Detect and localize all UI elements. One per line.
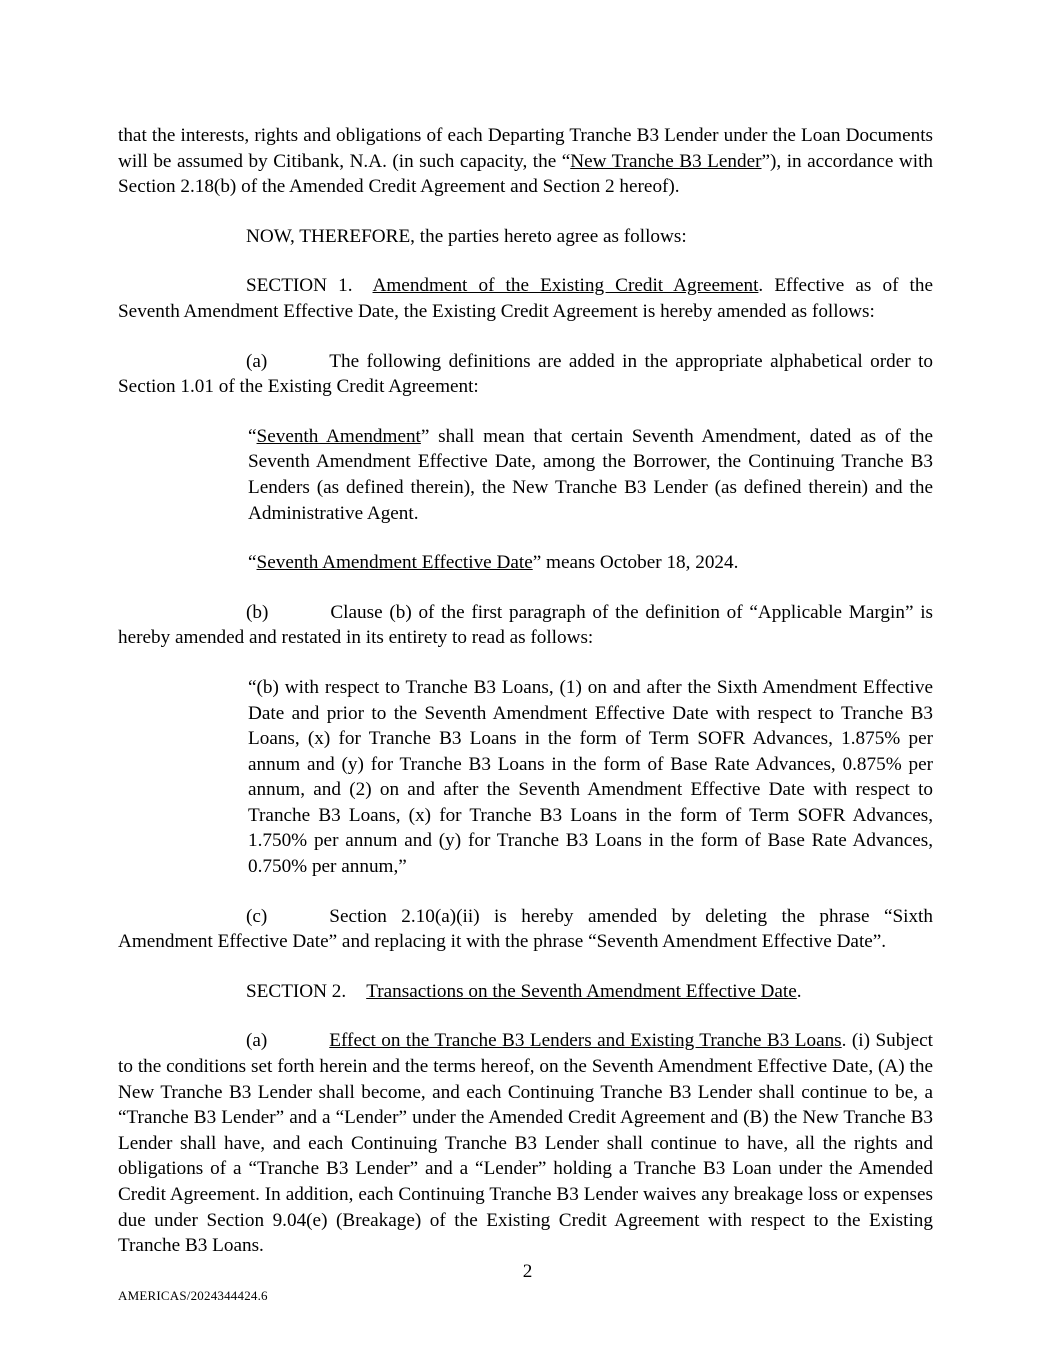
seventh-amendment-effective-date-definition-text: ” means October 18, 2024. (532, 552, 739, 574)
open-quote: “ (248, 425, 257, 447)
applicable-margin-quoted-text: “(b) with respect to Tranche B3 Loans, (1) on and after the Sixth Amendment Effective Date and prior to the Seventh Amendment Effective Date with respect to Tranche B3 Loans, (x) for Tranche B3 Loans in the form of Term SOFR Advances, 1.875% per annum and (y) for Tranche B3 Loans in the form of Base Rate Advances, 0.875% per annum, and (2) on and after the Seventh Amendment Effective Date with respect to Tranche B3 Loans, (x) for Tranche B3 Loans in the form of Term SOFR Advances, 1.750% per annum and (y) for Tranche B3 Loans in the form of Base Rate Advances, 0.750% per annum,” (248, 676, 933, 878)
seventh-amendment-definition-text: ” shall mean that certain Seventh Amendment, dated as of the Seventh Amendment Effective Date, among the Borrower, the Continuing Tranche B3 Lenders (as defined therein), the New Tranche B3 Lender (as defined therein) and the Administrative Agent. (248, 425, 933, 524)
paragraph-1c (118, 904, 933, 955)
clause-a-text: The following definitions are added in the appropriate alphabetical order to Section 1.01 of the Existing Credit Agreement: (118, 350, 933, 398)
definition-seventh-amendment (248, 424, 933, 526)
section-1-label: SECTION 1. (246, 275, 353, 297)
page-number: 2 (522, 1261, 533, 1282)
paragraph-intro (118, 123, 933, 200)
paragraph-1b (118, 600, 933, 651)
paragraph-section-1 (118, 273, 933, 324)
section-2-label: SECTION 2. (246, 980, 347, 1002)
paragraph-now-therefore (118, 224, 933, 250)
clause-2a-text: . (i) Subject to the conditions set forth herein and the terms hereof, on the Seventh Amendment Effective Date, (A) the New Tranche B3 Lender shall become, and each Continuing Tranche B3 Lender shall continue to be, a “Tranche B3 Lender” and a “Lender” under the Amended Credit Agreement and (B) the New Tranche B3 Lender shall have, and each Continuing Tranche B3 Lender shall continue to have, all the rights and obligations of a “Tranche B3 Lender” and a “Lender” holding a Tranche B3 Loan under the Amended Credit Agreement. In addition, each Continuing Tranche B3 Lender waives any breakage loss or expenses due under Section 9.04(e) (Breakage) of the Existing Credit Agreement with respect to the Existing Tranche B3 Loans. (118, 1030, 933, 1257)
intro-text-part1: that the interests, rights and obligations of each Departing Tranche B3 Lender under the Loan Documents will be assumed by Citibank, N.A. (in such capacity, the “ (118, 125, 933, 172)
section-2-text: . (796, 980, 802, 1002)
section-2-heading: Transactions on the Seventh Amendment Effective Date (366, 980, 797, 1002)
new-tranche-b3-lender-defined-term: New Tranche B3 Lender (570, 150, 762, 172)
clause-b-label: (b) (246, 601, 269, 623)
footer-reference: AMERICAS/2024344424.6 (118, 1288, 268, 1303)
clause-2a-label: (a) (246, 1030, 268, 1052)
definition-seventh-amendment-effective-date (248, 550, 933, 576)
clause-c-text: Section 2.10(a)(ii) is hereby amended by deleting the phrase “Sixth Amendment Effective Date” and replacing it with the phrase “Seventh Amendment Effective Date”. (118, 905, 933, 953)
paragraph-2a (118, 1028, 933, 1258)
now-therefore-text: NOW, THEREFORE, the parties hereto agree as follows: (246, 225, 687, 247)
section-1-text: . Effective as of the Seventh Amendment Effective Date, the Existing Credit Agreement is hereby amended as follows: (118, 275, 934, 322)
clause-c-label: (c) (246, 905, 268, 927)
paragraph-section-2 (118, 979, 933, 1005)
seventh-amendment-defined-term: Seventh Amendment (256, 425, 421, 447)
clause-b-text: Clause (b) of the first paragraph of the definition of “Applicable Margin” is hereby amended and restated in its entirety to read as follows: (118, 601, 933, 649)
section-1-heading: Amendment of the Existing Credit Agreement (372, 275, 759, 297)
seventh-amendment-effective-date-defined-term: Seventh Amendment Effective Date (256, 552, 533, 574)
clause-a-label: (a) (246, 350, 268, 372)
intro-text-part2: ”), in accordance with Section 2.18(b) of the Amended Credit Agreement and Section 2 hereof). (118, 150, 934, 198)
paragraph-1a (118, 349, 933, 400)
open-quote: “ (248, 552, 257, 574)
clause-2a-heading: Effect on the Tranche B3 Lenders and Existing Tranche B3 Loans (329, 1030, 842, 1052)
document-body (118, 123, 933, 1259)
